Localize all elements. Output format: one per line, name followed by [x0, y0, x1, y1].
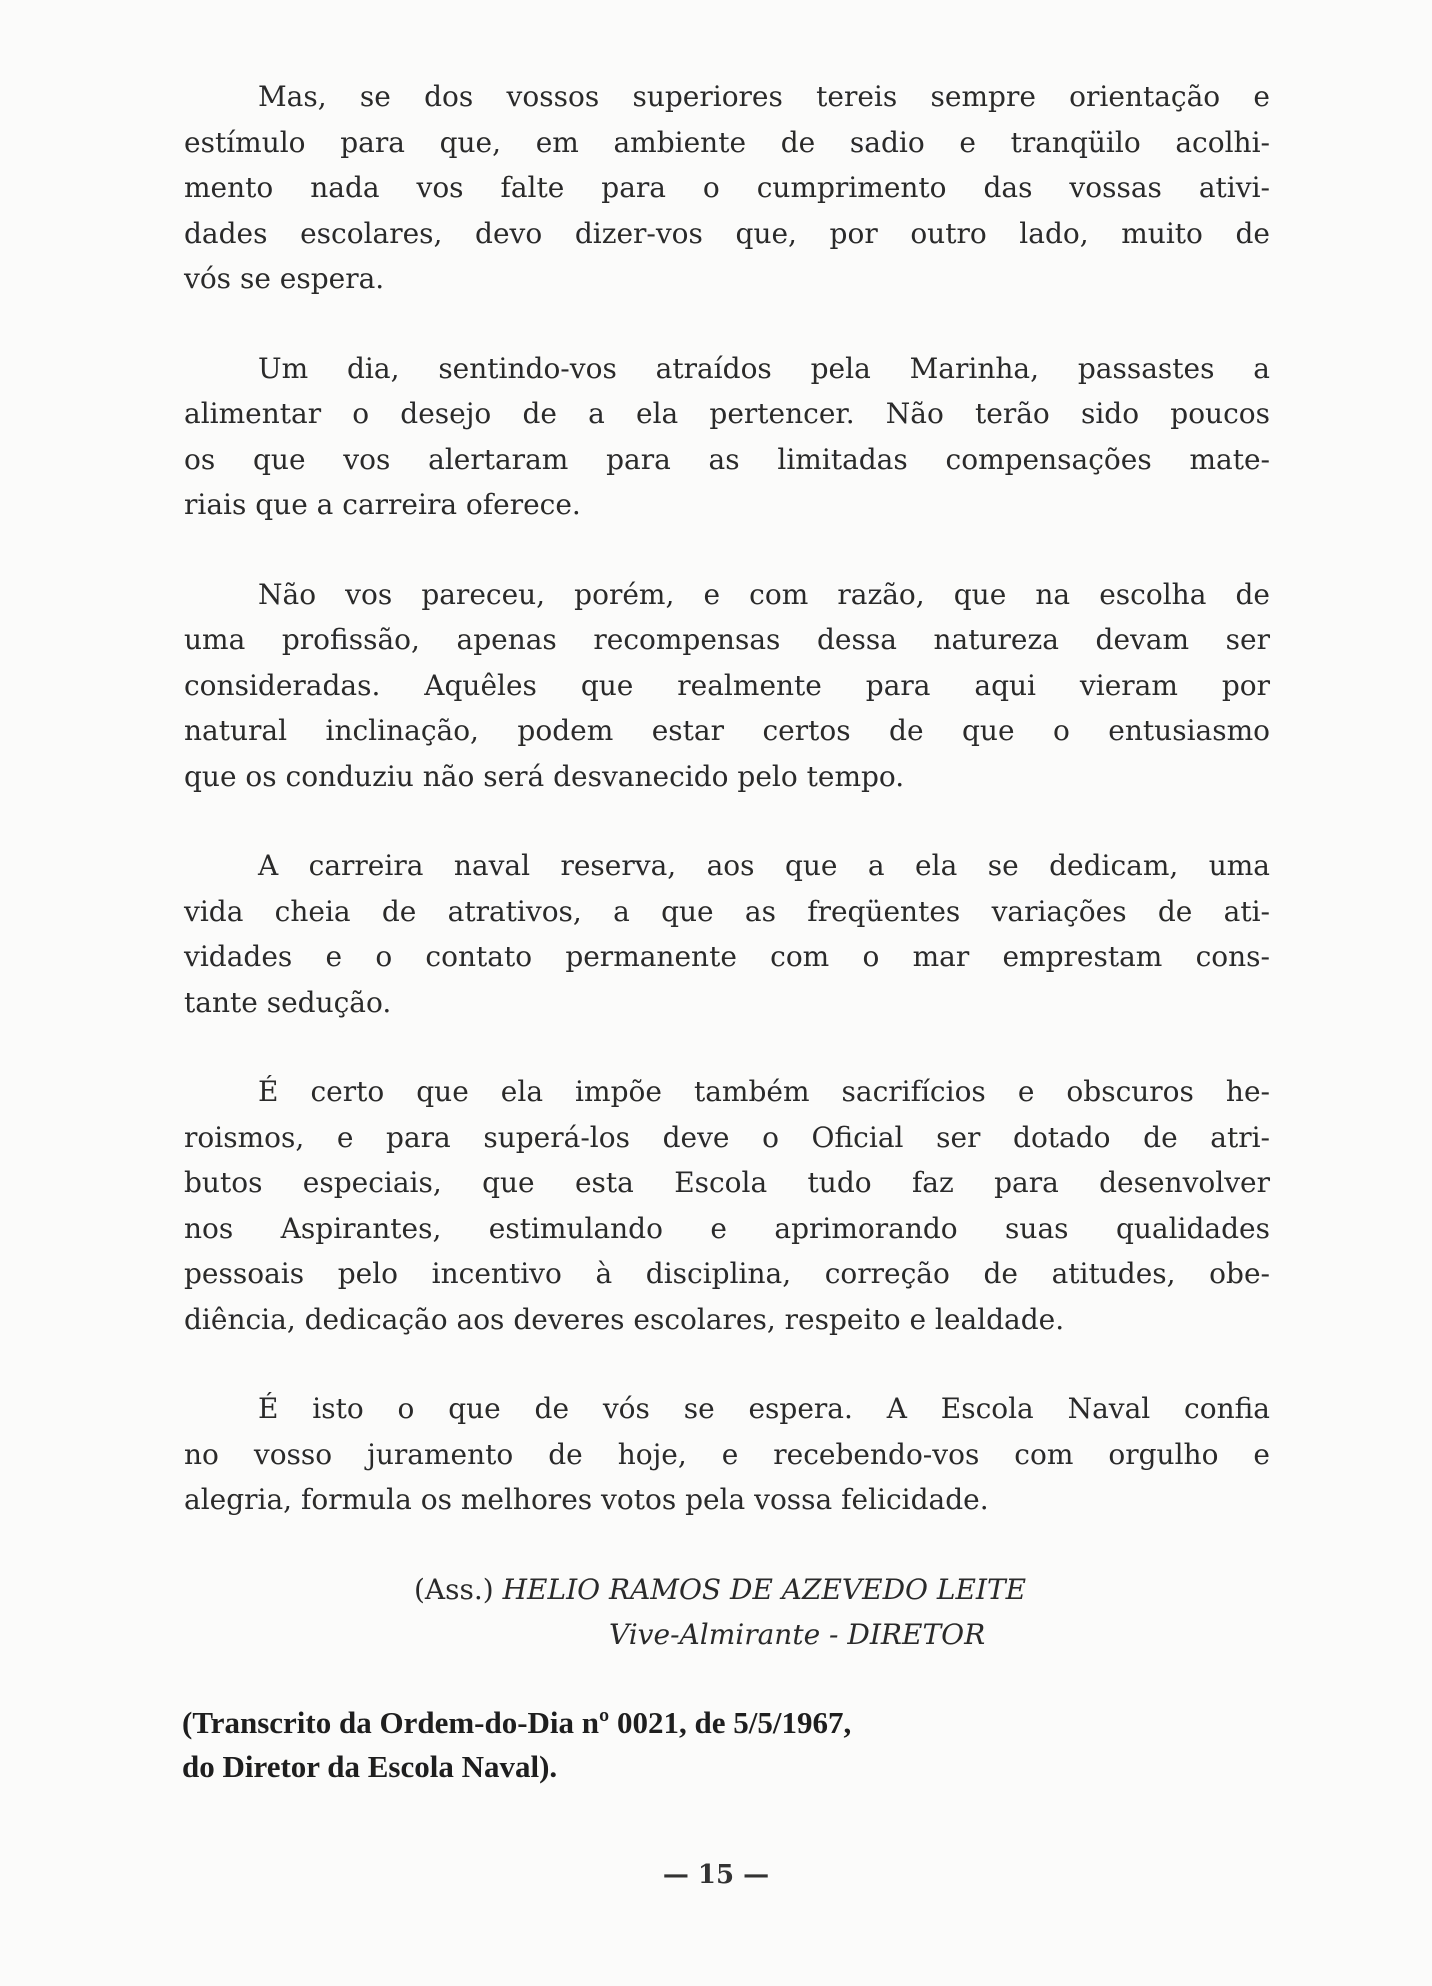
- text-line: A carreira naval reserva, aos que a ela se dedicam, uma: [258, 849, 1270, 882]
- note-line: do Diretor da Escola Naval).: [182, 1748, 558, 1784]
- text-line: natural inclinação, podem estar certos de que o entusiasmo: [184, 714, 1270, 747]
- text-line: Mas, se dos vossos superiores tereis sempre orientação e: [258, 80, 1270, 113]
- document-page: [184, 74, 1270, 1789]
- text-line: roismos, e para superá-los deve o Oficial ser dotado de atri-: [184, 1120, 1270, 1154]
- paragraph: [184, 1069, 1270, 1342]
- text-line: alegria, formula os melhores votos pela vossa felicidade.: [184, 1483, 989, 1516]
- note-line: (Transcrito da Ordem-do-Dia nº 0021, de 5/5/1967,: [182, 1704, 852, 1740]
- text-line: pessoais pelo incentivo à disciplina, correção de atitudes, obe-: [184, 1257, 1270, 1290]
- paragraph: [184, 843, 1270, 1025]
- text-line: É certo que ela impõe também sacrifícios e obscuros he-: [258, 1075, 1270, 1108]
- text-line: vós se espera.: [184, 262, 385, 295]
- text-line: diência, dedicação aos deveres escolares, respeito e lealdade.: [184, 1302, 1065, 1336]
- text-line: os que vos alertaram para as limitadas compensações mate-: [184, 442, 1270, 476]
- text-line: Não vos pareceu, porém, e com razão, que na escolha de: [258, 577, 1270, 611]
- text-line: dades escolares, devo dizer-vos que, por outro lado, muito de: [184, 216, 1270, 250]
- text-line: butos especiais, que esta Escola tudo faz para desenvolver: [184, 1166, 1270, 1199]
- paragraph: [184, 1386, 1270, 1523]
- text-line: É isto o que de vós se espera. A Escola Naval confia: [258, 1392, 1270, 1425]
- text-line: uma profissão, apenas recompensas dessa natureza devam ser: [184, 623, 1270, 656]
- signature-line: [414, 1567, 1270, 1612]
- text-line: vidades e o contato permanente com o mar emprestam cons-: [184, 940, 1270, 973]
- text-line: estímulo para que, em ambiente de sadio e tranqüilo acolhi-: [184, 125, 1270, 159]
- text-line: vida cheia de atrativos, a que as freqüentes variações de ati-: [184, 894, 1270, 928]
- transcription-note: [182, 1701, 1270, 1789]
- page-number: — 15 —: [662, 1860, 770, 1890]
- text-line: Um dia, sentindo-vos atraídos pela Marinha, passastes a: [258, 351, 1270, 385]
- text-line: riais que a carreira oferece.: [184, 488, 581, 521]
- text-line: alimentar o desejo de a ela pertencer. Não terão sido poucos: [184, 397, 1270, 430]
- paragraph: [184, 572, 1270, 800]
- text-line: nos Aspirantes, estimulando e aprimorando suas qualidades: [184, 1211, 1270, 1245]
- paragraph: [184, 74, 1270, 302]
- paragraph: [184, 346, 1270, 528]
- signatory-title: Vive-Almirante - DIRETOR: [609, 1617, 986, 1651]
- signatory-name: HELIO RAMOS DE AZEVEDO LEITE: [502, 1572, 1027, 1606]
- text-line: no vosso juramento de hoje, e recebendo-vos com orgulho e: [184, 1437, 1270, 1471]
- text-line: que os conduziu não será desvanecido pelo tempo.: [184, 759, 905, 793]
- text-line: tante sedução.: [184, 985, 392, 1019]
- text-line: consideradas. Aquêles que realmente para aqui vieram por: [184, 668, 1270, 702]
- signature-prefix: (Ass.): [414, 1572, 494, 1606]
- text-line: mento nada vos falte para o cumprimento das vossas ativi-: [184, 171, 1270, 204]
- body-text: [184, 74, 1270, 1523]
